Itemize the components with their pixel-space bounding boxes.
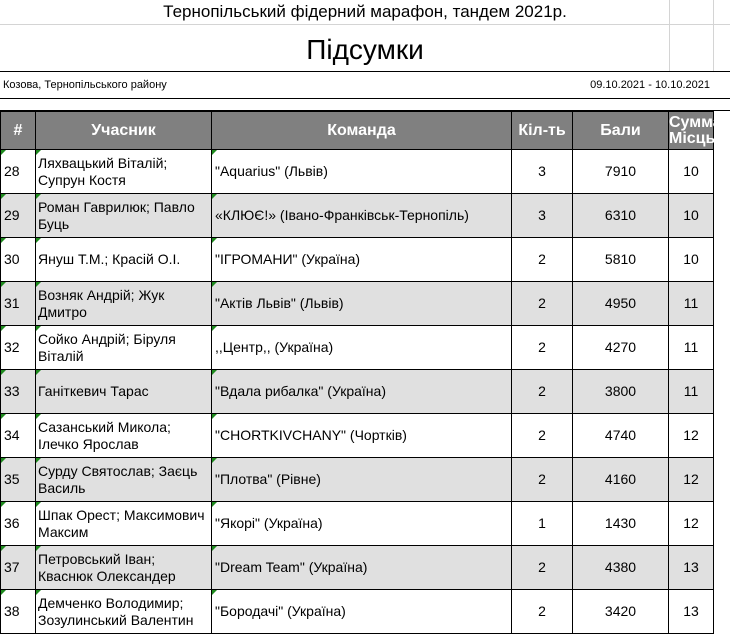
- cell-participant: Сойко Андрій; Біруля Віталій: [36, 326, 212, 370]
- cell-places: 12: [669, 414, 714, 458]
- cell-team: "Aquarius" (Львів): [212, 150, 512, 194]
- cell-points: 4740: [573, 414, 669, 458]
- cell-places: 12: [669, 458, 714, 502]
- event-location: Козова, Тернопільського району: [3, 79, 167, 91]
- cell-points: 4160: [573, 458, 669, 502]
- cell-num: 31: [1, 282, 36, 326]
- cell-places: 11: [669, 326, 714, 370]
- cell-team: "Dream Team" (Україна): [212, 546, 512, 590]
- cell-num: 38: [1, 590, 36, 634]
- cell-participant: Демченко Володимир; Зозулинський Валентин: [36, 590, 212, 634]
- cell-num: 28: [1, 150, 36, 194]
- table-row: [1, 282, 714, 326]
- cell-num: 30: [1, 238, 36, 282]
- cell-points: 4380: [573, 546, 669, 590]
- column-header-team: Команда: [212, 112, 512, 150]
- cell-points: 4950: [573, 282, 669, 326]
- column-header-num: #: [1, 112, 36, 150]
- cell-num: 32: [1, 326, 36, 370]
- cell-participant: Ганіткевич Тарас: [36, 370, 212, 414]
- cell-team: «КЛЮЄ!» (Івано-Франківськ-Тернопіль): [212, 194, 512, 238]
- cell-num: 34: [1, 414, 36, 458]
- cell-team: "CHORTKIVCHANY" (Чортків): [212, 414, 512, 458]
- cell-count: 2: [512, 458, 573, 502]
- cell-count: 1: [512, 502, 573, 546]
- cell-num: 35: [1, 458, 36, 502]
- cell-participant: Сурду Святослав; Заєць Василь: [36, 458, 212, 502]
- table-row: [1, 414, 714, 458]
- info-row: [0, 72, 730, 99]
- table-row: [1, 458, 714, 502]
- column-header-places: [669, 112, 722, 150]
- cell-team: "Вдала рибалка" (Україна): [212, 370, 512, 414]
- cell-points: 5810: [573, 238, 669, 282]
- table-row: [1, 546, 714, 590]
- table-row: [1, 502, 714, 546]
- table-header-row: [1, 112, 714, 150]
- places-header-line1: Сумма: [669, 113, 722, 131]
- table-row: [1, 370, 714, 414]
- cell-places: 11: [669, 370, 714, 414]
- column-header-points: Бали: [573, 112, 669, 150]
- cell-participant: Возняк Андрій; Жук Дмитро: [36, 282, 212, 326]
- page-heading: Підсумки: [0, 25, 730, 72]
- cell-points: 3800: [573, 370, 669, 414]
- cell-participant: Петровський Іван; Кваснюк Олександер: [36, 546, 212, 590]
- cell-num: 33: [1, 370, 36, 414]
- cell-places: 13: [669, 590, 714, 634]
- cell-team: "ІГРОМАНИ" (Україна): [212, 238, 512, 282]
- places-header-line2: Місць: [669, 129, 716, 147]
- cell-points: 1430: [573, 502, 669, 546]
- cell-places: 13: [669, 546, 714, 590]
- cell-num: 37: [1, 546, 36, 590]
- cell-count: 3: [512, 150, 573, 194]
- cell-places: 11: [669, 282, 714, 326]
- cell-points: 4270: [573, 326, 669, 370]
- cell-participant: Шпак Орест; Максимович Максим: [36, 502, 212, 546]
- cell-participant: Сазанський Микола; Ілечко Ярослав: [36, 414, 212, 458]
- cell-participant: Януш Т.М.; Красій О.І.: [36, 238, 212, 282]
- cell-count: 2: [512, 414, 573, 458]
- cell-count: 2: [512, 590, 573, 634]
- cell-team: "Якорі" (Україна): [212, 502, 512, 546]
- spacer-row: [0, 99, 730, 111]
- table-row: [1, 194, 714, 238]
- cell-count: 3: [512, 194, 573, 238]
- cell-places: 10: [669, 194, 714, 238]
- cell-points: 7910: [573, 150, 669, 194]
- cell-team: ,,Центр,, (Україна): [212, 326, 512, 370]
- cell-count: 2: [512, 370, 573, 414]
- cell-team: "Актів Львів" (Львів): [212, 282, 512, 326]
- cell-count: 2: [512, 546, 573, 590]
- table-row: [1, 590, 714, 634]
- cell-num: 36: [1, 502, 36, 546]
- table-row: [1, 238, 714, 282]
- event-dates: 09.10.2021 - 10.10.2021: [590, 79, 710, 91]
- cell-places: 12: [669, 502, 714, 546]
- document-title: Тернопільський фідерний марафон, тандем 2021р.: [0, 0, 730, 25]
- column-header-count: Кіл-ть: [512, 112, 573, 150]
- cell-points: 6310: [573, 194, 669, 238]
- cell-participant: Роман Гаврилюк; Павло Буць: [36, 194, 212, 238]
- cell-count: 2: [512, 326, 573, 370]
- table-row: [1, 150, 714, 194]
- cell-places: 10: [669, 150, 714, 194]
- cell-participant: Ляхвацький Віталій; Супрун Костя: [36, 150, 212, 194]
- table-row: [1, 326, 714, 370]
- cell-count: 2: [512, 282, 573, 326]
- column-header-participant: Учасник: [36, 112, 212, 150]
- cell-places: 10: [669, 238, 714, 282]
- cell-num: 29: [1, 194, 36, 238]
- cell-team: "Плотва" (Рівне): [212, 458, 512, 502]
- cell-points: 3420: [573, 590, 669, 634]
- cell-team: "Бородачі" (Україна): [212, 590, 512, 634]
- cell-count: 2: [512, 238, 573, 282]
- results-table: [0, 111, 722, 634]
